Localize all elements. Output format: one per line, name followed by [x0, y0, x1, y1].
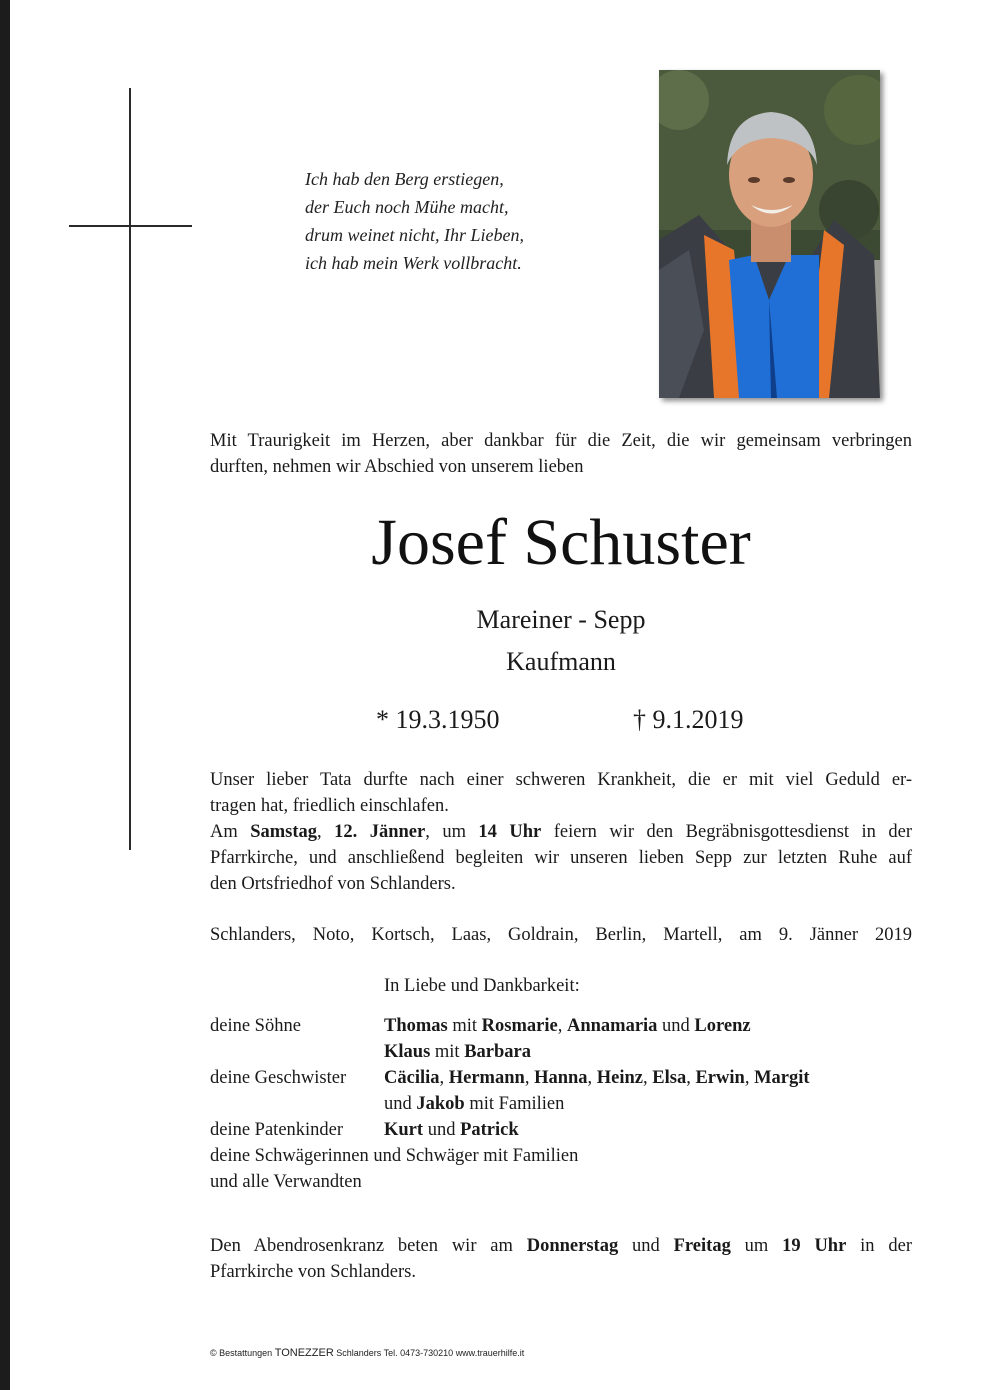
- family-names: [384, 1117, 519, 1143]
- deceased-nickname: Mareiner - Sepp: [476, 605, 646, 634]
- name: Jakob: [416, 1094, 465, 1114]
- page-edge-bar: [0, 0, 10, 1390]
- places-line: [210, 922, 912, 948]
- name: Elsa: [652, 1068, 687, 1088]
- name: Hanna: [534, 1068, 588, 1088]
- footer-prefix: © Bestattungen: [210, 1348, 275, 1358]
- cross-vertical-line: [129, 88, 131, 850]
- name: Hermann: [448, 1068, 525, 1088]
- deceased-profession: Kaufmann: [506, 647, 616, 676]
- intro-line: Mit Traurigkeit im Herzen, aber dankbar für die Zeit, die wir gemeinsam verbringen: [210, 431, 912, 451]
- poem-line: Ich hab den Berg erstiegen,: [305, 169, 504, 189]
- funeral-day: Samstag: [250, 822, 318, 842]
- rosary-day: Donnerstag: [526, 1236, 619, 1256]
- funeral-date: 12. Jänner: [334, 822, 426, 842]
- paragraph-line: Unser lieber Tata durfte nach einer schweren Krankheit, die er mit viel Geduld er-: [210, 770, 912, 790]
- rosary-day: Freitag: [673, 1236, 731, 1256]
- cross-horizontal-line: [69, 225, 192, 227]
- text-fragment: und: [384, 1094, 417, 1114]
- name: Klaus: [384, 1042, 431, 1062]
- places-text: Schlanders, Noto, Kortsch, Laas, Goldrain, Berlin, Martell, am 9. Jänner 2019: [210, 925, 912, 945]
- name: Patrick: [460, 1120, 519, 1140]
- text-fragment: Am: [210, 822, 251, 842]
- rosary-paragraph: [210, 1233, 912, 1285]
- text-fragment: mit Familien: [464, 1094, 565, 1114]
- family-names: [384, 1065, 810, 1091]
- text-fragment: um: [730, 1236, 783, 1256]
- paragraph-line: Pfarrkirche, und anschließend begleiten wir unseren lieben Sepp zur letzten Ruhe auf: [210, 848, 912, 868]
- name: Thomas: [384, 1016, 448, 1036]
- text-fragment: ,: [686, 1068, 696, 1088]
- text-fragment: und: [423, 1120, 461, 1140]
- footer-imprint: [210, 1347, 524, 1359]
- text-fragment: mit: [447, 1016, 482, 1036]
- text-fragment: und: [618, 1236, 674, 1256]
- text-fragment: und: [657, 1016, 695, 1036]
- rosary-time: 19 Uhr: [782, 1236, 847, 1256]
- text-fragment: feiern wir den Begräbnisgottesdienst in der: [541, 822, 912, 842]
- paragraph-line: [210, 1233, 912, 1259]
- family-label: deine Patenkinder: [210, 1120, 344, 1140]
- paragraph-line: tragen hat, friedlich einschlafen.: [210, 796, 449, 816]
- illness-paragraph: [210, 767, 912, 819]
- paragraph-line: [210, 819, 912, 845]
- footer-contact: Schlanders Tel. 0473-730210 www.trauerhilfe.it: [333, 1348, 525, 1358]
- birth-date: * 19.3.1950: [376, 705, 500, 734]
- family-label: und alle Verwandten: [210, 1172, 362, 1192]
- poem: [305, 165, 524, 277]
- text-fragment: mit: [430, 1042, 465, 1062]
- poem-line: drum weinet nicht, Ihr Lieben,: [305, 225, 524, 245]
- text-fragment: Den Abendrosenkranz beten wir am: [210, 1236, 527, 1256]
- family-label: deine Geschwister: [210, 1068, 347, 1088]
- name: Cäcilia: [384, 1068, 440, 1088]
- name: Margit: [754, 1068, 810, 1088]
- text-fragment: ,: [557, 1016, 567, 1036]
- name: Barbara: [464, 1042, 532, 1062]
- text-fragment: , um: [425, 822, 479, 842]
- paragraph-line: Pfarrkirche von Schlanders.: [210, 1262, 417, 1282]
- paragraph-line: den Ortsfriedhof von Schlanders.: [210, 874, 456, 894]
- family-label: deine Schwägerinnen und Schwäger mit Familien: [210, 1146, 579, 1166]
- name: Rosmarie: [481, 1016, 558, 1036]
- family-names: [384, 1091, 564, 1117]
- text-fragment: in der: [846, 1236, 912, 1256]
- name: Erwin: [695, 1068, 745, 1088]
- family-label: deine Söhne: [210, 1016, 301, 1036]
- footer-brand: TONEZZER: [274, 1347, 334, 1359]
- intro-text: [210, 428, 912, 480]
- text-fragment: ,: [439, 1068, 449, 1088]
- poem-line: ich hab mein Werk vollbracht.: [305, 253, 522, 273]
- text-fragment: ,: [587, 1068, 597, 1088]
- name: Annamaria: [566, 1016, 658, 1036]
- dankbarkeit-heading: In Liebe und Dankbarkeit:: [384, 976, 580, 996]
- deceased-name: Josef Schuster: [371, 506, 751, 579]
- family-names: [384, 1039, 531, 1065]
- text-fragment: ,: [643, 1068, 653, 1088]
- family-names: [384, 1013, 751, 1039]
- name: Kurt: [384, 1120, 424, 1140]
- text-fragment: ,: [524, 1068, 535, 1088]
- text-fragment: ,: [317, 822, 335, 842]
- death-date: † 9.1.2019: [633, 705, 744, 734]
- portrait-photo: [659, 70, 880, 398]
- name: Heinz: [596, 1068, 644, 1088]
- name: Lorenz: [694, 1016, 751, 1036]
- text-fragment: ,: [744, 1068, 755, 1088]
- intro-line: durften, nehmen wir Abschied von unserem lieben: [210, 457, 584, 477]
- portrait-photo-icon: [659, 70, 880, 398]
- poem-line: der Euch noch Mühe macht,: [305, 197, 509, 217]
- funeral-time: 14 Uhr: [478, 822, 542, 842]
- funeral-paragraph: [210, 819, 912, 897]
